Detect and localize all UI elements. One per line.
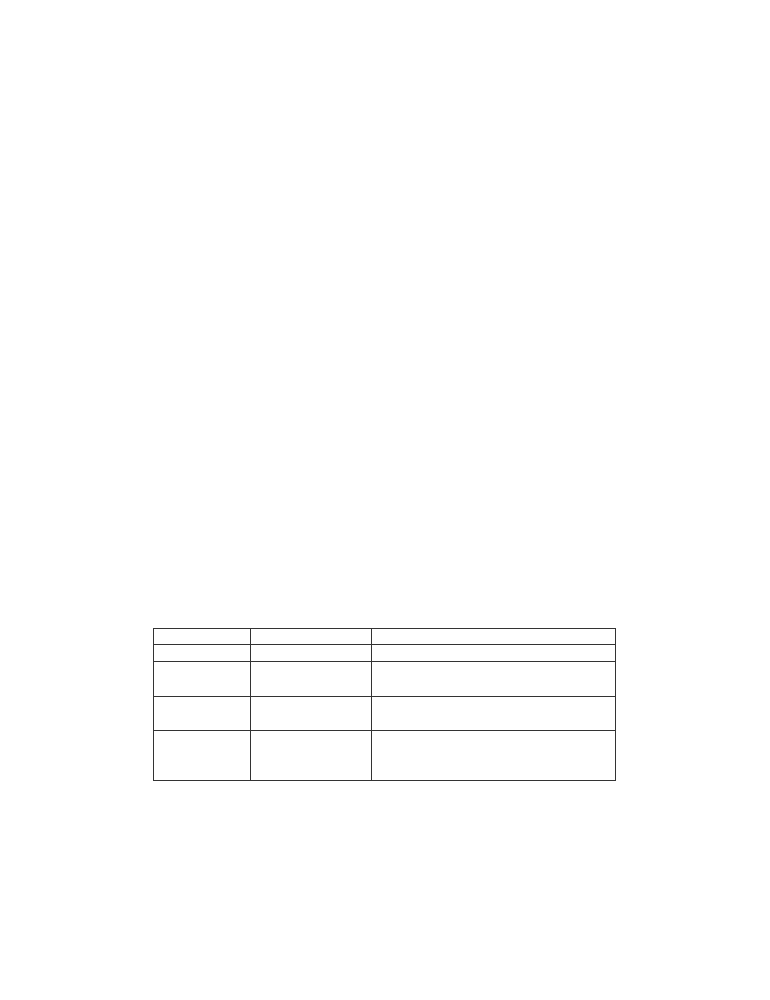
table-cell (154, 697, 251, 731)
header-major-development (372, 629, 616, 645)
table-cell-arrows (251, 662, 372, 697)
table-row (154, 697, 616, 731)
table-row (154, 662, 616, 697)
table-cell (251, 645, 372, 662)
table-cell-numbers (251, 731, 372, 781)
table-row (154, 645, 616, 662)
table-cell-vs (251, 697, 372, 731)
table-cell (372, 662, 616, 697)
table-row (154, 731, 616, 781)
table-cell (154, 731, 251, 781)
table-cell (372, 731, 616, 781)
table-header-row (154, 629, 616, 645)
table-cell (372, 645, 616, 662)
table-cell (154, 645, 251, 662)
table-cell (154, 662, 251, 697)
header-painters (251, 629, 372, 645)
header-period (154, 629, 251, 645)
fill-in-table (153, 628, 616, 781)
table-cell (372, 697, 616, 731)
